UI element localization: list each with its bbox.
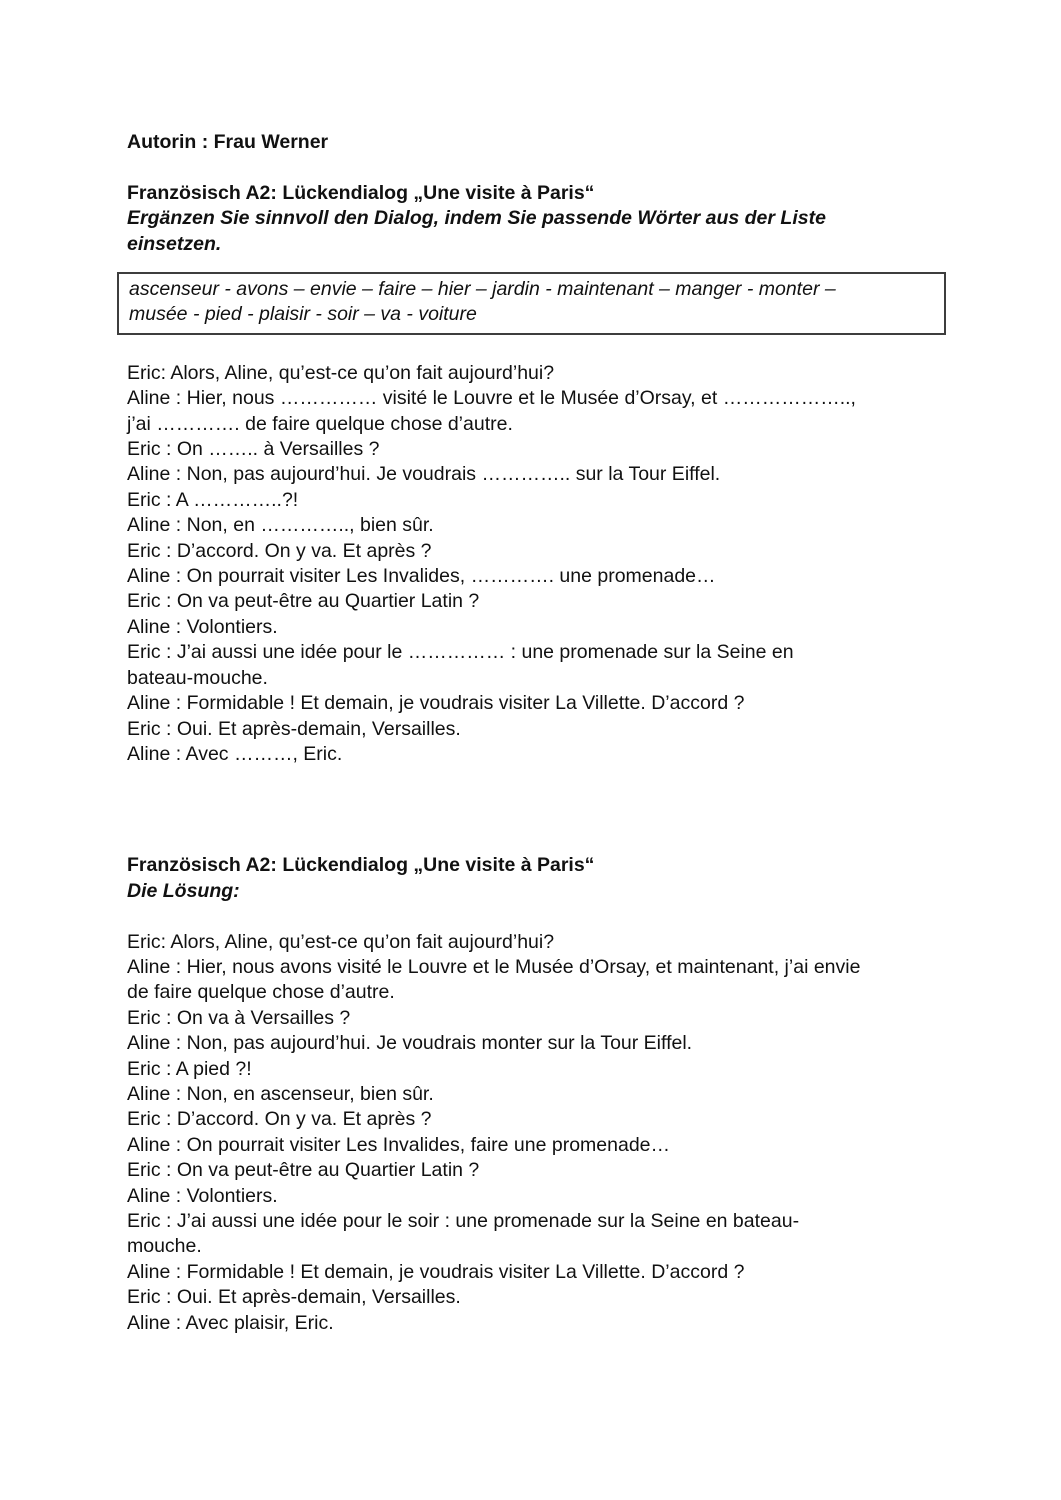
dialog-line: mouche. <box>127 1235 202 1258</box>
author-line: Autorin : Frau Werner <box>127 131 329 153</box>
dialog-line: Aline : Volontiers. <box>127 615 278 638</box>
solution-subtitle: Die Lösung: <box>127 879 240 902</box>
dialog-line: Aline : Non, pas aujourd’hui. Je voudrais monter sur la Tour Eiffel. <box>127 1032 693 1055</box>
dialog-line: Eric : A pied ?! <box>127 1057 252 1080</box>
exercise-title: Französisch A2: Lückendialog „Une visite à Paris“ <box>127 181 595 204</box>
dialog-line: Aline : Formidable ! Et demain, je voudrais visiter La Villette. D’accord ? <box>127 692 745 715</box>
dialog-line: Eric : D’accord. On y va. Et après ? <box>127 539 432 562</box>
gap-dialog <box>127 361 946 768</box>
dialog-line: j’ai …………. de faire quelque chose d’autre. <box>127 412 513 435</box>
dialog-line: Aline : On pourrait visiter Les Invalides, faire une promenade… <box>127 1133 671 1156</box>
instruction-line: Ergänzen Sie sinnvoll den Dialog, indem Sie passende Wörter aus der Liste <box>127 207 826 230</box>
dialog-line: Eric : A …………..?! <box>127 488 299 511</box>
instruction-line: einsetzen. <box>127 232 222 255</box>
dialog-line: Aline : Non, pas aujourd’hui. Je voudrais ………….. sur la Tour Eiffel. <box>127 463 721 486</box>
word-bank-line: musée - pied - plaisir - soir – va - voiture <box>129 303 477 326</box>
dialog-line: Eric: Alors, Aline, qu’est-ce qu’on fait aujourd’hui? <box>127 930 555 953</box>
dialog-line: Eric : D’accord. On y va. Et après ? <box>127 1108 432 1131</box>
dialog-line: bateau-mouche. <box>127 666 268 689</box>
solution-dialog <box>127 930 946 1337</box>
dialog-line: Aline : Hier, nous avons visité le Louvre et le Musée d’Orsay, et maintenant, j’ai envie <box>127 955 861 978</box>
dialog-line: Aline : Non, en ascenseur, bien sûr. <box>127 1082 434 1105</box>
dialog-line: Aline : Volontiers. <box>127 1184 278 1207</box>
dialog-line: Eric : Oui. Et après-demain, Versailles. <box>127 717 461 740</box>
dialog-line: Aline : Hier, nous …………… visité le Louvre et le Musée d’Orsay, et ……………….., <box>127 387 856 410</box>
dialog-line: Eric : J’ai aussi une idée pour le soir : une promenade sur la Seine en bateau- <box>127 1210 800 1232</box>
dialog-line: Aline : Avec plaisir, Eric. <box>127 1311 334 1334</box>
solution-title: Französisch A2: Lückendialog „Une visite à Paris“ <box>127 854 595 877</box>
dialog-line: Eric : On …….. à Versailles ? <box>127 438 380 461</box>
word-bank-box <box>117 272 946 335</box>
dialog-line: Aline : On pourrait visiter Les Invalides, …………. une promenade… <box>127 565 716 588</box>
dialog-line: de faire quelque chose d’autre. <box>127 981 395 1004</box>
dialog-line: Eric : On va peut-être au Quartier Latin ? <box>127 1159 480 1182</box>
dialog-line: Eric: Alors, Aline, qu’est-ce qu’on fait aujourd’hui? <box>127 361 555 384</box>
dialog-line: Eric : On va à Versailles ? <box>127 1006 351 1029</box>
dialog-line: Eric : J’ai aussi une idée pour le …………… : une promenade sur la Seine en <box>127 641 794 664</box>
dialog-line: Eric : On va peut-être au Quartier Latin ? <box>127 590 480 613</box>
dialog-line: Aline : Non, en ………….., bien sûr. <box>127 514 434 537</box>
dialog-line: Aline : Formidable ! Et demain, je voudrais visiter La Villette. D’accord ? <box>127 1260 745 1283</box>
dialog-line: Aline : Avec ………, Eric. <box>127 742 343 765</box>
dialog-line: Eric : Oui. Et après-demain, Versailles. <box>127 1286 461 1309</box>
exercise-instruction <box>127 206 946 257</box>
word-bank-line: ascenseur - avons – envie – faire – hier – jardin - maintenant – manger - monter – <box>129 278 836 301</box>
